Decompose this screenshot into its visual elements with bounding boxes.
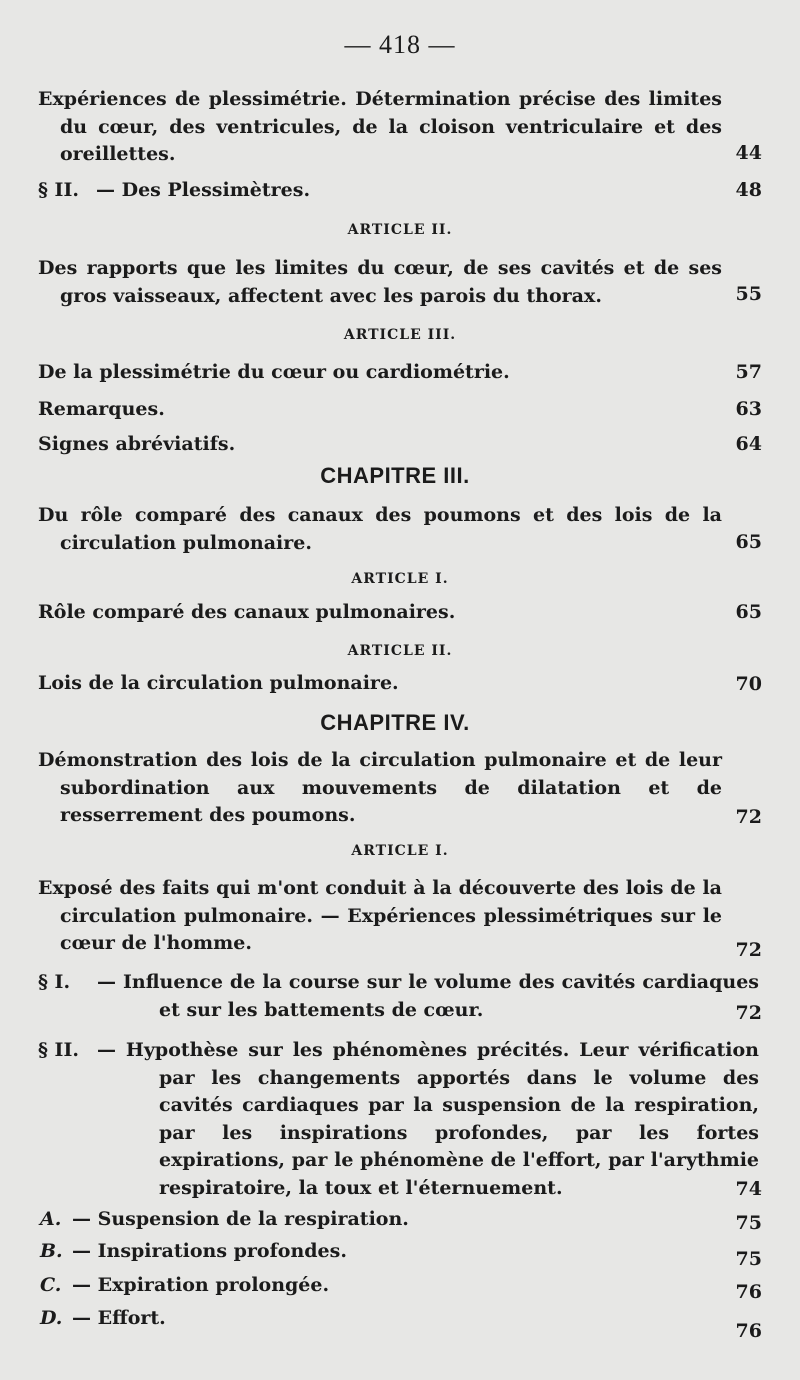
toc-entry-text: Du rôle comparé des canaux des poumons et des lois de la circulation pulmonaire. bbox=[38, 504, 722, 554]
toc-page-number: 75 bbox=[735, 1248, 762, 1270]
toc-section-marker: § I. bbox=[38, 971, 71, 993]
toc-page-number: 55 bbox=[735, 283, 762, 305]
article-heading: ARTICLE II. bbox=[347, 222, 453, 238]
toc-entry-plessimetres: — Des Plessimètres. bbox=[96, 179, 311, 201]
toc-letter-marker: C. bbox=[40, 1274, 62, 1296]
article-heading: ARTICLE I. bbox=[351, 571, 449, 587]
toc-section-marker: § II. bbox=[38, 1039, 79, 1061]
toc-entry-influence bbox=[97, 969, 759, 1024]
toc-page-number: 63 bbox=[735, 398, 762, 420]
toc-entry-text: Des rapports que les limites du cœur, de ses cavités et de ses gros vaisseaux, affectent avec les parois du thorax. bbox=[38, 257, 722, 307]
toc-page-number: 65 bbox=[735, 531, 762, 553]
article-heading: ARTICLE III. bbox=[343, 327, 457, 343]
toc-page-number: 64 bbox=[735, 433, 762, 455]
toc-entry-text: — Hypothèse sur les phénomènes précités. Leur vérification par les changements apportés dans le volume des cavités cardiaques par la suspension de la respiration, par les inspirations profondes, par les fortes expirations, par le phénomène de l'effort, par l'arythmie respiratoire, la toux et l'éternuement. bbox=[97, 1039, 759, 1199]
toc-page-number: 72 bbox=[735, 806, 762, 828]
toc-page-number: 76 bbox=[735, 1281, 762, 1303]
toc-page-number: 76 bbox=[735, 1320, 762, 1342]
toc-entry-cardiometrie: De la plessimétrie du cœur ou cardiométrie. bbox=[38, 361, 510, 383]
toc-letter-marker: A. bbox=[40, 1208, 62, 1230]
toc-entry-effort: — Effort. bbox=[72, 1307, 166, 1329]
toc-entry-hypothese bbox=[97, 1037, 759, 1202]
toc-page-number: 70 bbox=[735, 673, 762, 695]
toc-entry-suspension: — Suspension de la respiration. bbox=[72, 1208, 409, 1230]
chapter-heading: CHAPITRE III. bbox=[320, 463, 470, 488]
toc-page-number: 65 bbox=[735, 601, 762, 623]
toc-page-number: 72 bbox=[735, 939, 762, 961]
toc-page-number: 72 bbox=[735, 1002, 762, 1024]
toc-entry-inspirations: — Inspirations profondes. bbox=[72, 1240, 347, 1262]
toc-entry-text: Expériences de plessimétrie. Détermination précise des limites du cœur, des ventricules, de la cloison ventriculaire et des oreillettes. bbox=[38, 88, 722, 165]
toc-page-number: 57 bbox=[735, 361, 762, 383]
toc-letter-marker: B. bbox=[40, 1240, 63, 1262]
toc-entry-expose bbox=[38, 875, 722, 958]
toc-entry-text: Exposé des faits qui m'ont conduit à la découverte des lois de la circulation pulmonaire. — Expériences plessimétriques sur le cœur de l'homme. bbox=[38, 877, 722, 954]
toc-entry-text: Démonstration des lois de la circulation pulmonaire et de leur subordination aux mouvements de dilatation et de resserrement des poumons. bbox=[38, 749, 722, 826]
toc-page-number: 75 bbox=[735, 1212, 762, 1234]
page-number: — 418 — bbox=[344, 30, 456, 59]
chapter-heading: CHAPITRE IV. bbox=[320, 710, 470, 735]
toc-entry-rapports bbox=[38, 255, 722, 310]
toc-page-number: 44 bbox=[735, 142, 762, 164]
toc-entry-text: — Influence de la course sur le volume des cavités cardiaques et sur les battements de cœur. bbox=[97, 971, 759, 1021]
toc-entry-lois-circulation: Lois de la circulation pulmonaire. bbox=[38, 672, 399, 694]
toc-entry-role-compare bbox=[38, 502, 722, 557]
toc-letter-marker: D. bbox=[40, 1307, 63, 1329]
toc-entry-demonstration bbox=[38, 747, 722, 830]
toc-entry-role-canaux: Rôle comparé des canaux pulmonaires. bbox=[38, 601, 456, 623]
toc-entry-expiration: — Expiration prolongée. bbox=[72, 1274, 330, 1296]
article-heading: ARTICLE I. bbox=[351, 843, 449, 859]
toc-page-number: 74 bbox=[735, 1178, 762, 1200]
toc-entry-remarques: Remarques. bbox=[38, 398, 165, 420]
toc-page-number: 48 bbox=[735, 179, 762, 201]
article-heading: ARTICLE II. bbox=[347, 643, 453, 659]
toc-section-marker: § II. bbox=[38, 179, 79, 201]
toc-entry-plessimetrie bbox=[38, 86, 722, 169]
toc-entry-signes: Signes abréviatifs. bbox=[38, 433, 236, 455]
